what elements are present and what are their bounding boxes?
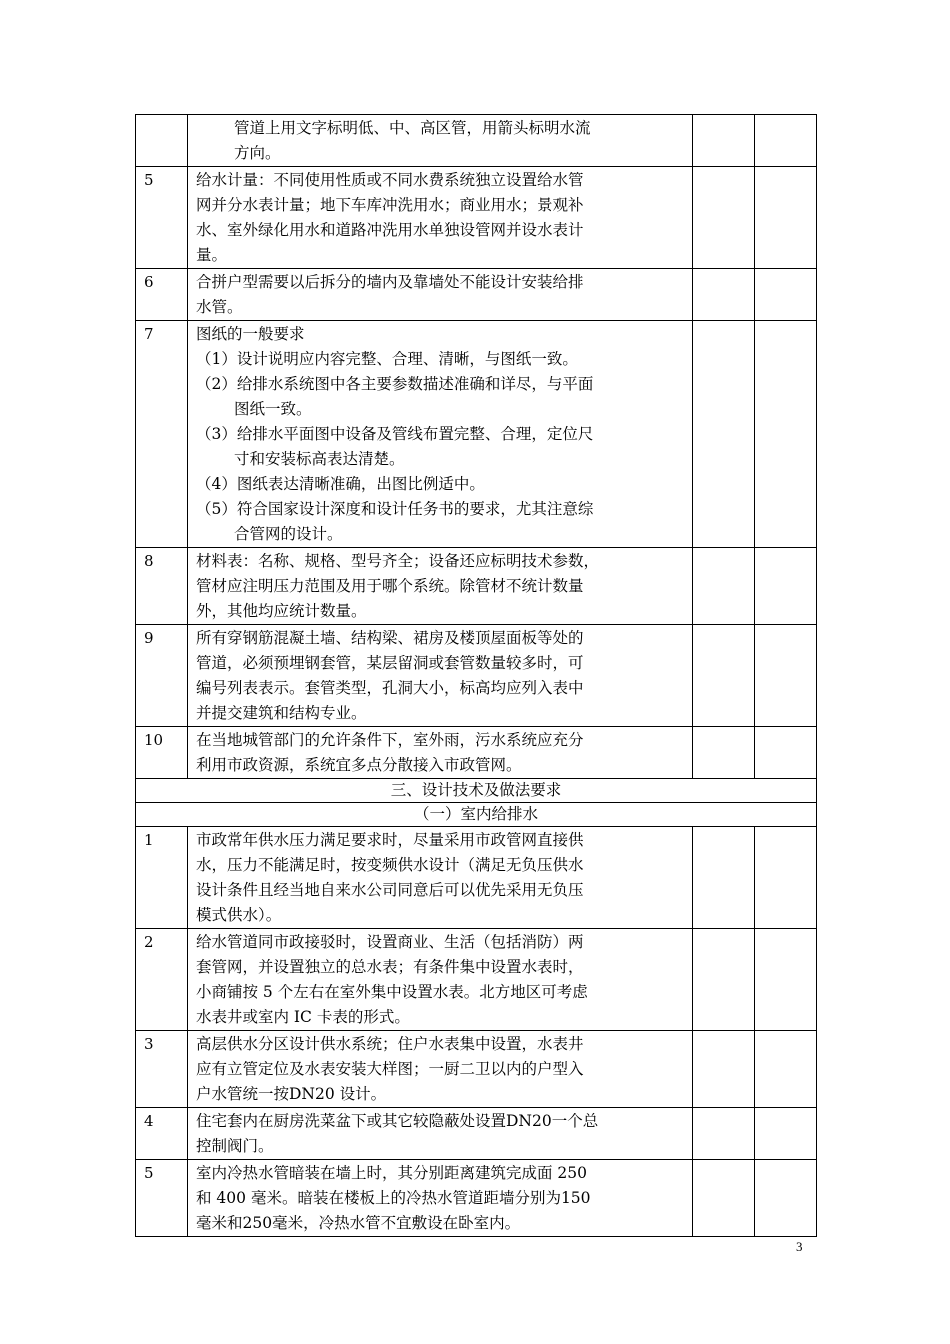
row-number: 10 <box>136 727 188 779</box>
text-line: 编号列表表示。套管类型，孔洞大小，标高均应列入表中 <box>196 679 584 697</box>
text-line: 并提交建筑和结构专业。 <box>196 704 367 722</box>
section-row <box>136 779 817 803</box>
row-number: 5 <box>136 1160 188 1237</box>
text-line: 材料表：名称、规格、型号齐全；设备还应标明技术参数， <box>196 552 600 570</box>
text-line: 管道，必须预埋钢套管，某层留洞或套管数量较多时，可 <box>196 654 584 672</box>
check-cell-b <box>755 625 817 727</box>
subsection-row <box>136 803 817 827</box>
check-cell-a <box>693 727 755 779</box>
text-line: 管道上用文字标明低、中、高区管，用箭头标明水流 <box>234 119 591 137</box>
table-row <box>136 1108 817 1160</box>
row-number: 2 <box>136 929 188 1031</box>
table-row <box>136 167 817 269</box>
row-number: 1 <box>136 827 188 929</box>
text-line: 外，其他均应统计数量。 <box>196 602 367 620</box>
row-text <box>188 929 693 1031</box>
page-number: 3 <box>796 1239 803 1254</box>
text-line: （3）给排水平面图中设备及管线布置完整、合理，定位尺 <box>196 425 594 443</box>
row-number: 7 <box>136 321 188 548</box>
text-line: 水管。 <box>196 298 243 316</box>
section-heading: 三、设计技术及做法要求 <box>136 779 817 803</box>
text-line: 室内冷热水管暗装在墙上时，其分别距离建筑完成面 250 <box>196 1164 588 1182</box>
text-line: 合管网的设计。 <box>234 525 343 543</box>
row-text <box>188 1031 693 1108</box>
row-text <box>188 115 693 167</box>
text-line: （1）设计说明应内容完整、合理、清晰，与图纸一致。 <box>196 350 578 368</box>
text-line: 网并分水表计量；地下车库冲洗用水；商业用水；景观补 <box>196 196 584 214</box>
check-cell-a <box>693 167 755 269</box>
text-line: 图纸的一般要求 <box>196 325 305 343</box>
check-cell-b <box>755 167 817 269</box>
row-number: 8 <box>136 548 188 625</box>
text-line: 管材应注明压力范围及用于哪个系统。除管材不统计数量 <box>196 577 584 595</box>
text-line: 户水管统一按DN20 设计。 <box>196 1085 387 1103</box>
text-line: 高层供水分区设计供水系统；住户水表集中设置，水表井 <box>196 1035 584 1053</box>
text-line: 和 400 毫米。暗装在楼板上的冷热水管道距墙分别为150 <box>196 1189 591 1207</box>
check-cell-b <box>755 269 817 321</box>
text-line: 控制阀门。 <box>196 1137 274 1155</box>
text-line: 给水管道同市政接驳时，设置商业、生活（包括消防）两 <box>196 933 584 951</box>
check-cell-b <box>755 115 817 167</box>
text-line: 套管网，并设置独立的总水表；有条件集中设置水表时， <box>196 958 584 976</box>
text-line: 在当地城管部门的允许条件下，室外雨，污水系统应充分 <box>196 731 584 749</box>
row-number: 3 <box>136 1031 188 1108</box>
check-cell-b <box>755 1160 817 1237</box>
text-line: 小商铺按 5 个左右在室外集中设置水表。北方地区可考虑 <box>196 983 588 1001</box>
table-row <box>136 929 817 1031</box>
text-line: 合拼户型需要以后拆分的墙内及靠墙处不能设计安装给排 <box>196 273 584 291</box>
text-line: 水表井或室内 IC 卡表的形式。 <box>196 1008 410 1026</box>
text-line: 水，压力不能满足时，按变频供水设计（满足无负压供水 <box>196 856 584 874</box>
table-row <box>136 1031 817 1108</box>
text-line: 所有穿钢筋混凝土墙、结构梁、裙房及楼顶屋面板等处的 <box>196 629 584 647</box>
check-cell-a <box>693 269 755 321</box>
check-cell-a <box>693 548 755 625</box>
table-row <box>136 269 817 321</box>
table-row <box>136 625 817 727</box>
row-text <box>188 548 693 625</box>
text-line: 水、室外绿化用水和道路冲洗用水单独设管网并设水表计 <box>196 221 584 239</box>
text-line: 设计条件且经当地自来水公司同意后可以优先采用无负压 <box>196 881 584 899</box>
check-cell-b <box>755 1108 817 1160</box>
check-cell-a <box>693 625 755 727</box>
row-text <box>188 167 693 269</box>
check-cell-a <box>693 115 755 167</box>
check-cell-a <box>693 929 755 1031</box>
row-number: 4 <box>136 1108 188 1160</box>
row-text <box>188 1160 693 1237</box>
check-cell-b <box>755 827 817 929</box>
row-text <box>188 827 693 929</box>
requirements-table <box>135 114 817 1237</box>
text-line: 市政常年供水压力满足要求时，尽量采用市政管网直接供 <box>196 831 584 849</box>
row-number: 5 <box>136 167 188 269</box>
row-text <box>188 269 693 321</box>
text-line: 应有立管定位及水表安装大样图；一厨二卫以内的户型入 <box>196 1060 584 1078</box>
table-row <box>136 827 817 929</box>
text-line: 利用市政资源，系统宜多点分散接入市政管网。 <box>196 756 522 774</box>
text-line: （2）给排水系统图中各主要参数描述准确和详尽，与平面 <box>196 375 594 393</box>
text-line: 图纸一致。 <box>234 400 312 418</box>
row-text <box>188 1108 693 1160</box>
subsection-heading: （一）室内给排水 <box>136 803 817 827</box>
row-number: 6 <box>136 269 188 321</box>
check-cell-b <box>755 727 817 779</box>
table-row <box>136 548 817 625</box>
table-row <box>136 115 817 167</box>
row-text <box>188 625 693 727</box>
check-cell-a <box>693 1108 755 1160</box>
table-row <box>136 727 817 779</box>
check-cell-b <box>755 321 817 548</box>
text-line: 给水计量：不同使用性质或不同水费系统独立设置给水管 <box>196 171 584 189</box>
text-line: 毫米和250毫米，冷热水管不宜敷设在卧室内。 <box>196 1214 521 1232</box>
text-line: 模式供水）。 <box>196 906 282 924</box>
check-cell-b <box>755 929 817 1031</box>
text-line: （5）符合国家设计深度和设计任务书的要求，尤其注意综 <box>196 500 594 518</box>
text-line: （4）图纸表达清晰准确，出图比例适中。 <box>196 475 485 493</box>
text-line: 方向。 <box>234 144 281 162</box>
table-row <box>136 321 817 548</box>
text-line: 住宅套内在厨房洗菜盆下或其它较隐蔽处设置DN20一个总 <box>196 1112 599 1130</box>
check-cell-b <box>755 548 817 625</box>
row-text <box>188 321 693 548</box>
check-cell-a <box>693 827 755 929</box>
table-row <box>136 1160 817 1237</box>
text-line: 量。 <box>196 246 228 264</box>
check-cell-a <box>693 1031 755 1108</box>
check-cell-a <box>693 321 755 548</box>
row-text <box>188 727 693 779</box>
row-number: 9 <box>136 625 188 727</box>
text-line: 寸和安装标高表达清楚。 <box>234 450 405 468</box>
check-cell-a <box>693 1160 755 1237</box>
row-number <box>136 115 188 167</box>
check-cell-b <box>755 1031 817 1108</box>
